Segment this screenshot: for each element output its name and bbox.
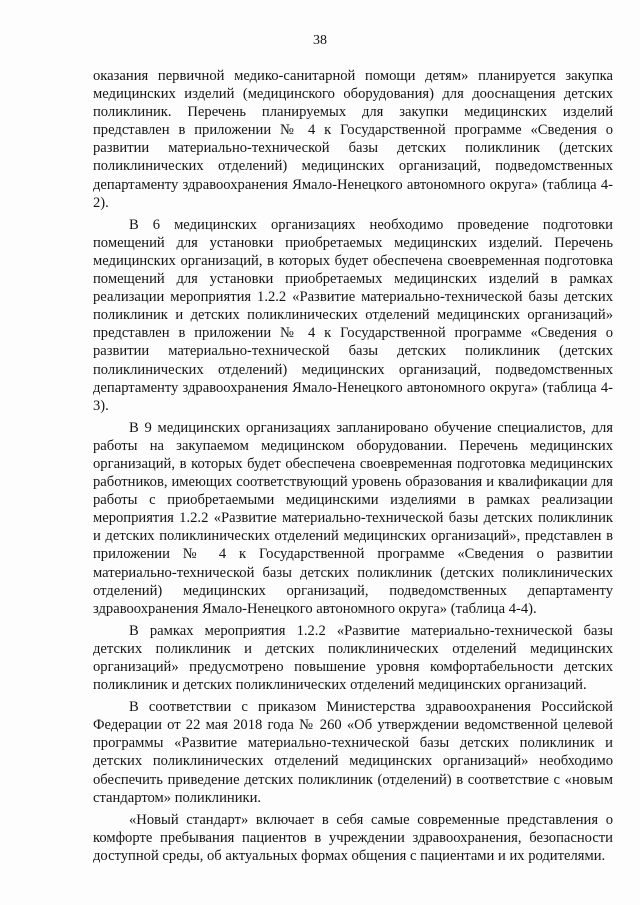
document-body — [93, 67, 613, 869]
page-number: 38 — [313, 33, 327, 48]
paragraph-comfort-improvement: В рамках мероприятия 1.2.2 «Развитие материально-технической базы детских поликлиник и детских поликлинических отделений медицинских организаций» предусмотрено повышение уровня комфортабельности детских поликлиник и детских поликлинических отделений медицинских организаций. — [93, 622, 613, 694]
paragraph-ministry-order: В соответствии с приказом Министерства здравоохранения Российской Федерации от 22 мая 2018 года № 260 «Об утверждении ведомственной целевой программы «Развитие материально-технической базы детских поликлиник и детских поликлинических отделений медицинских организаций» необходимо обеспечить приведение детских поликлиник (отделений) в соответствие с «новым стандартом» поликлиники. — [93, 699, 613, 806]
paragraph-room-preparation: В 6 медицинских организациях необходимо проведение подготовки помещений для установки приобретаемых медицинских изделий. Перечень медицинских организаций, в которых будет обеспечена своевременная подготовка помещений для установки приобретаемых медицинских изделий в рамках реализации мероприятия 1.2.2 «Развитие материально-технической базы детских поликлиник и детских поликлинических отделений медицинских организаций» представлен в приложении № 4 к Государственной программе «Сведения о развитии материально-технической базы детских поликлиник (детских поликлинических отделений) медицинских организаций, подведомственных департаменту здравоохранения Ямало-Ненецкого автономного округа» (таблица 4-3). — [93, 216, 613, 414]
paragraph-new-standard: «Новый стандарт» включает в себя самые современные представления о комфорте пребывания пациентов в учреждении здравоохранения, безопасности доступной среды, об актуальных формах общения с пациентами и их родителями. — [93, 811, 613, 864]
paragraph-continuation: оказания первичной медико-санитарной помощи детям» планируется закупка медицинских изделий (медицинского оборудования) для дооснащения детских поликлиник. Перечень планируемых для закупки медицинских изделий представлен в приложении № 4 к Государственной программе «Сведения о развитии материально-технической базы детских поликлиник (детских поликлинических отделений) медицинских организаций, подведомственных департаменту здравоохранения Ямало-Ненецкого автономного округа» (таблица 4-2). — [93, 68, 613, 211]
paragraph-staff-training: В 9 медицинских организациях запланировано обучение специалистов, для работы на закупаемом медицинском оборудовании. Перечень медицинских организаций, в которых будет обеспечена своевременная подготовка медицинских работников, имеющих соответствующий уровень образования и квалификации для работы с приобретаемыми медицинскими изделиями в рамках реализации мероприятия 1.2.2 «Развитие материально-технической базы детских поликлиник и детских поликлинических отделений медицинских организаций», представлен в приложении № 4 к Государственной программе «Сведения о развитии материально-технической базы детских поликлиник (детских поликлинических отделений) медицинских организаций, подведомственных департаменту здравоохранения Ямало-Ненецкого автономного округа» (таблица 4-4). — [93, 419, 613, 617]
